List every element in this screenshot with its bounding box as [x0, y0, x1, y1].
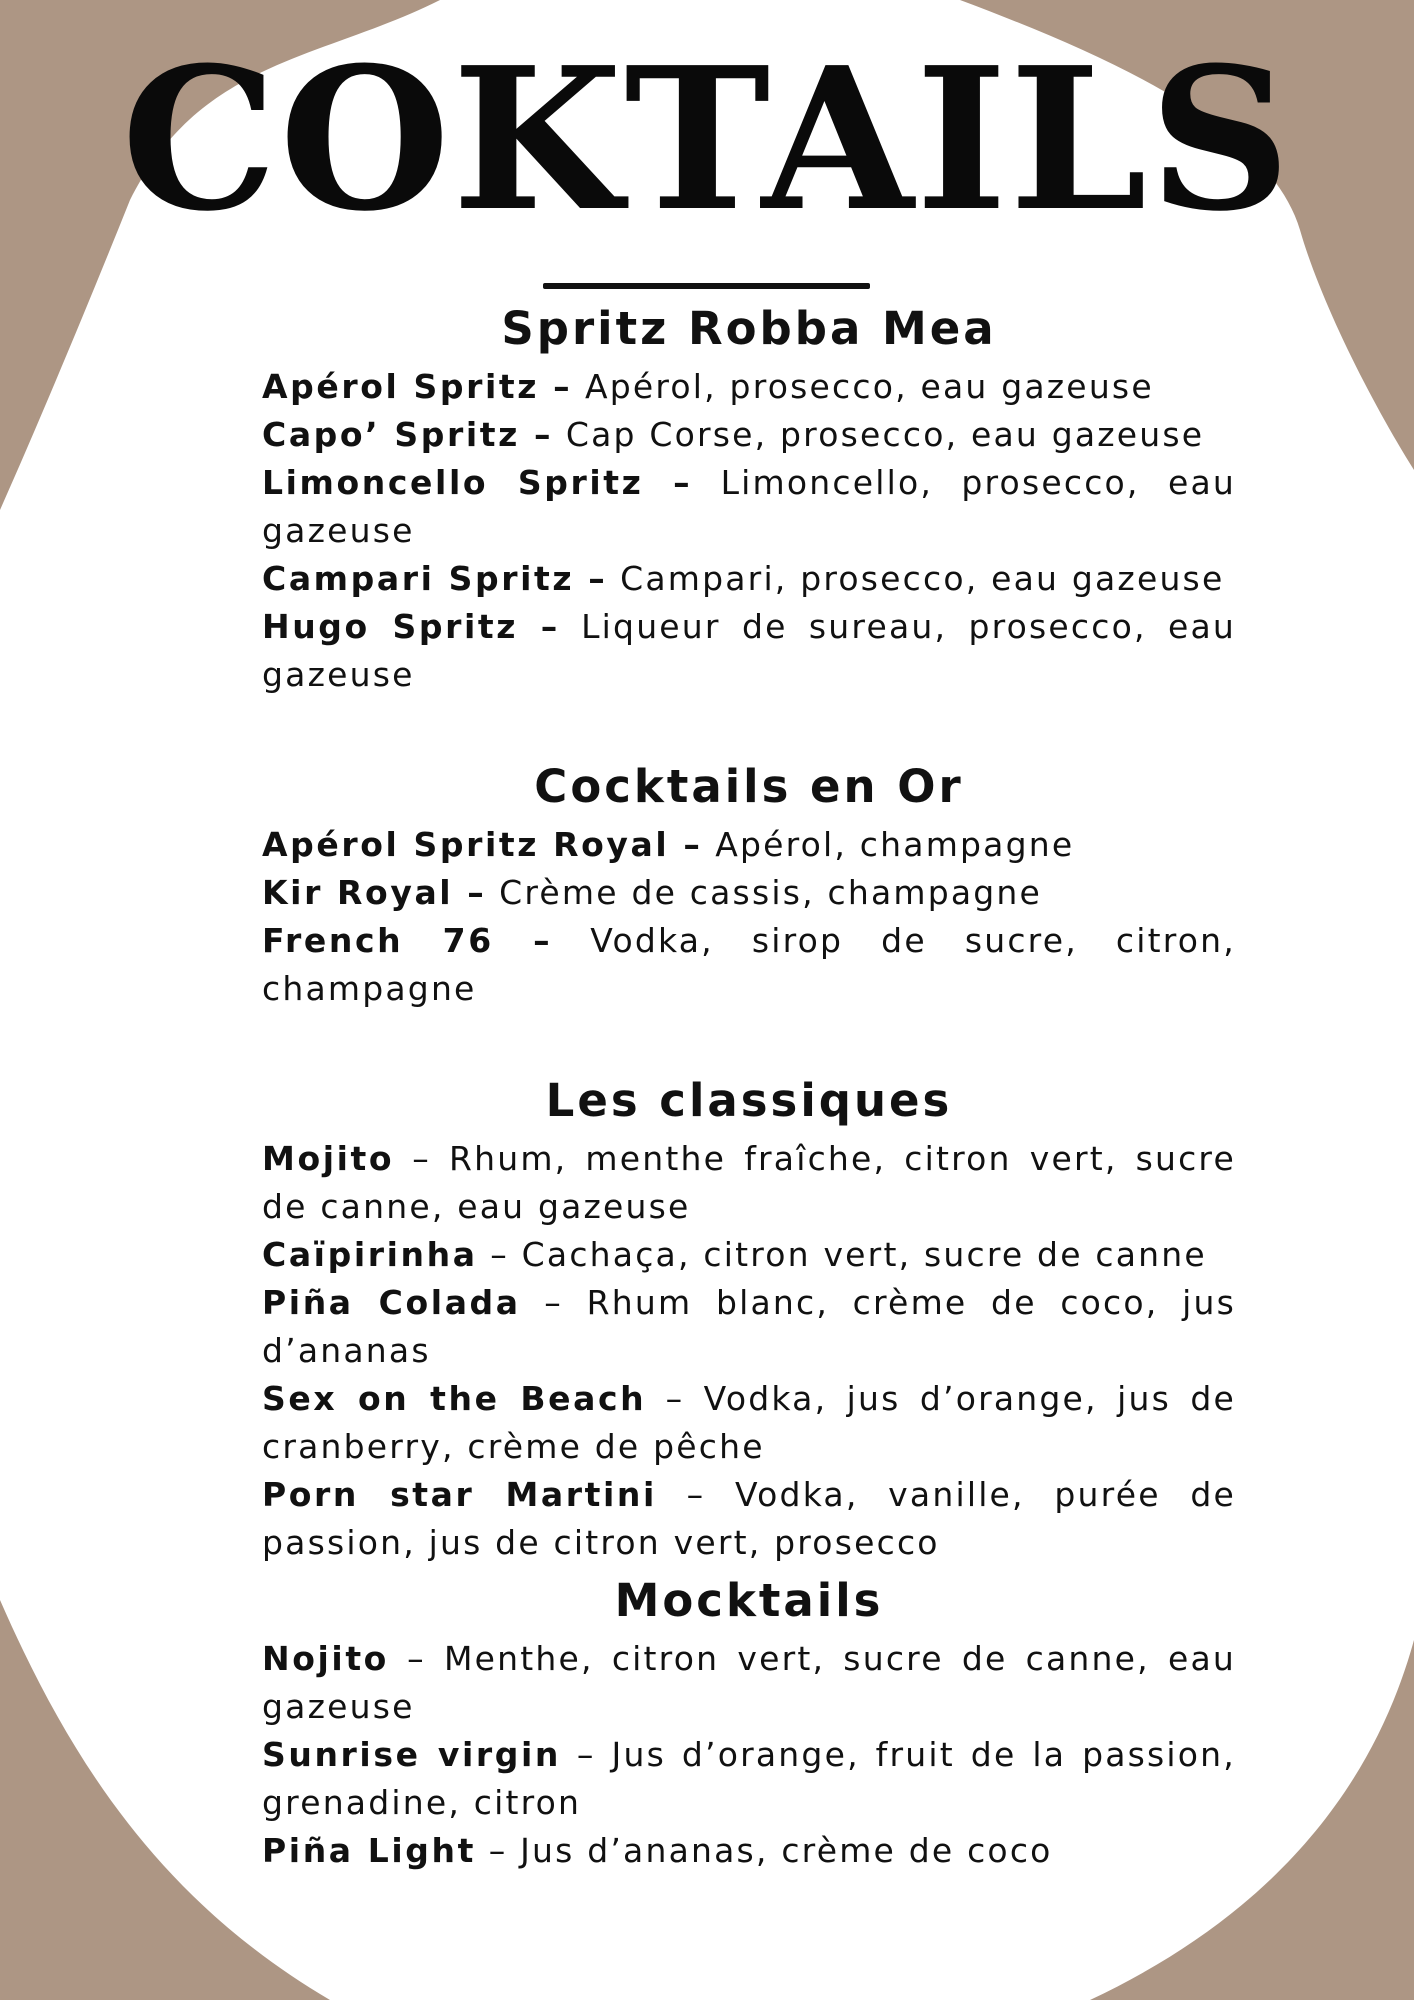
section-spritz [262, 295, 1236, 699]
menu-item [262, 1731, 1236, 1827]
item-name: Piña Light [262, 1831, 476, 1870]
section-title: Cocktails en Or [534, 760, 964, 813]
menu-item [262, 1471, 1236, 1567]
section-title: Mocktails [614, 1574, 884, 1627]
item-description: – Rhum, menthe fraîche, citron vert, sucre de canne, eau gazeuse [262, 1139, 1236, 1226]
menu-item [262, 821, 1236, 869]
item-description: – Vodka, jus d’orange, jus de cranberry, crème de pêche [262, 1379, 1237, 1466]
item-name: Mojito [262, 1139, 395, 1178]
menu-item [262, 459, 1236, 555]
item-description: Crème de cassis, champagne [499, 873, 1043, 912]
menu-item [262, 1635, 1236, 1731]
menu-item [262, 1279, 1236, 1375]
menu-item [262, 869, 1236, 917]
item-name: Porn star Martini [262, 1475, 657, 1514]
item-name: Apérol Spritz – [262, 367, 573, 406]
item-name: Apérol Spritz Royal – [262, 825, 703, 864]
section-title: Spritz Robba Mea [501, 302, 997, 355]
menu-body [262, 295, 1236, 1875]
section-spacer [262, 699, 1236, 753]
item-name: Hugo Spritz – [262, 607, 560, 646]
item-name: Limoncello Spritz – [262, 463, 693, 502]
item-description: – Vodka, vanille, purée de passion, jus de citron vert, prosecco [262, 1475, 1236, 1562]
menu-item [262, 917, 1236, 1013]
item-description: Apérol, prosecco, eau gazeuse [584, 367, 1154, 406]
item-description: Cap Corse, prosecco, eau gazeuse [565, 415, 1205, 454]
menu-title: COKTAILS [121, 25, 1293, 255]
section-mocktails [262, 1567, 1236, 1875]
item-name: Nojito [262, 1639, 389, 1678]
item-name: Campari Spritz – [262, 559, 608, 598]
item-name: Capo’ Spritz – [262, 415, 554, 454]
item-name: Sex on the Beach [262, 1379, 647, 1418]
item-description: – Rhum blanc, crème de coco, jus d’ananas [262, 1283, 1236, 1370]
menu-item [262, 1231, 1236, 1279]
item-name: Kir Royal – [262, 873, 487, 912]
item-description: Apérol, champagne [715, 825, 1075, 864]
item-name: French 76 – [262, 921, 553, 960]
menu-item [262, 363, 1236, 411]
section-les-classiques [262, 1067, 1236, 1567]
item-description: Vodka, sirop de sucre, citron, champagne [262, 921, 1236, 1008]
item-name: Sunrise virgin [262, 1735, 561, 1774]
item-description: – Menthe, citron vert, sucre de canne, eau gazeuse [262, 1639, 1236, 1726]
section-title: Les classiques [545, 1074, 953, 1127]
item-description: – Jus d’orange, fruit de la passion, grenadine, citron [262, 1735, 1236, 1822]
section-spacer [262, 1013, 1236, 1067]
menu-item [262, 603, 1236, 699]
menu-item [262, 555, 1236, 603]
menu-item [262, 1827, 1236, 1875]
item-description: Liqueur de sureau, prosecco, eau gazeuse [262, 607, 1236, 694]
item-description: Limoncello, prosecco, eau gazeuse [262, 463, 1236, 550]
menu-item [262, 1375, 1236, 1471]
menu-item [262, 411, 1236, 459]
menu-item [262, 1135, 1236, 1231]
item-description: – Jus d’ananas, crème de coco [488, 1831, 1053, 1870]
item-name: Piña Colada [262, 1283, 521, 1322]
title-divider [543, 283, 870, 289]
section-cocktails-en-or [262, 753, 1236, 1013]
item-name: Caïpirinha [262, 1235, 478, 1274]
item-description: – Cachaça, citron vert, sucre de canne [490, 1235, 1207, 1274]
item-description: Campari, prosecco, eau gazeuse [620, 559, 1225, 598]
